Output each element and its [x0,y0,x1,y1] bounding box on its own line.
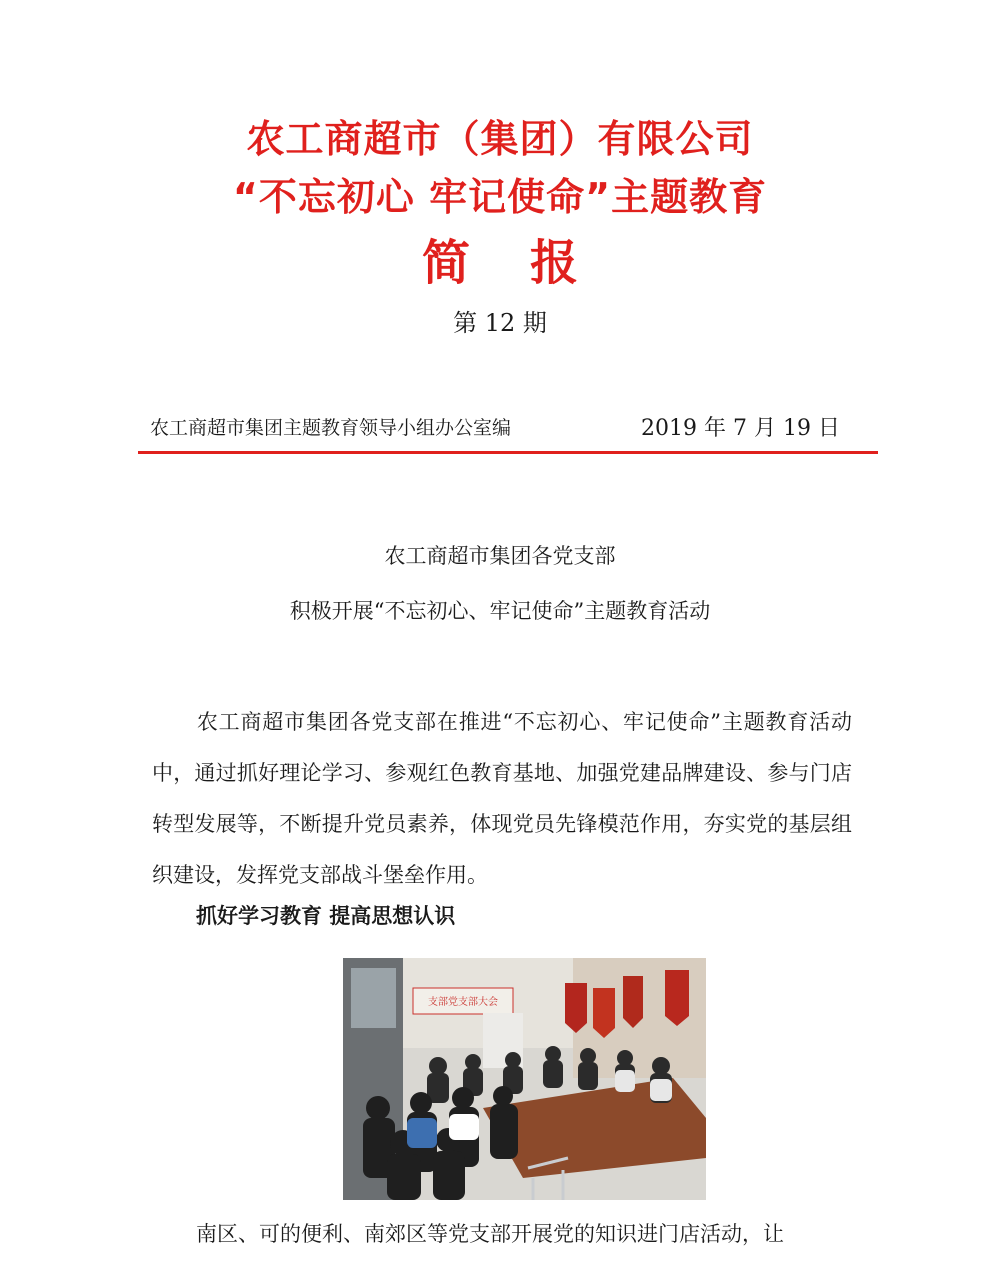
issue-number: 第 12 期 [453,309,547,337]
doc-type-title: 简报 [421,235,638,291]
intro-paragraph [152,697,852,901]
editor-name: 农工商超市集团主题教育领导小组办公室编 [150,416,512,439]
issue-date: 2019 年 7 月 19 日 [641,415,840,441]
section-heading: 抓好学习教育 提高思想认识 [196,904,456,928]
org-title: 农工商超市（集团）有限公司 [246,117,754,161]
intro-text: 农工商超市集团各党支部在推进“不忘初心、牢记使命”主题教育活动中，通过抓好理论学习、参观红色教育基地、加强党建品牌建设、参与门店转型发展等，不断提升党员素养，体现党员先锋模范作用，夯实党的基层组织建设，发挥党支部战斗堡垒作用。 [152,710,852,887]
article-title-line1: 农工商超市集团各党支部 [384,544,616,568]
editor-line [150,410,840,442]
article-title-line2: 积极开展“不忘初心、牢记使命”主题教育活动 [289,599,711,623]
banner-text: 支部党支部大会 [428,997,498,1008]
pennant-3 [623,976,643,1028]
theme-title: “不忘初心 牢记使命”主题教育 [232,175,768,219]
pennant-1 [565,983,587,1033]
meeting-photo [343,958,706,1200]
tail-paragraph: 南区、可的便利、南郊区等党支部开展党的知识进门店活动，让 [196,1222,784,1246]
pennant-2 [593,988,615,1038]
red-divider [138,451,878,454]
pennant-4 [665,970,689,1026]
